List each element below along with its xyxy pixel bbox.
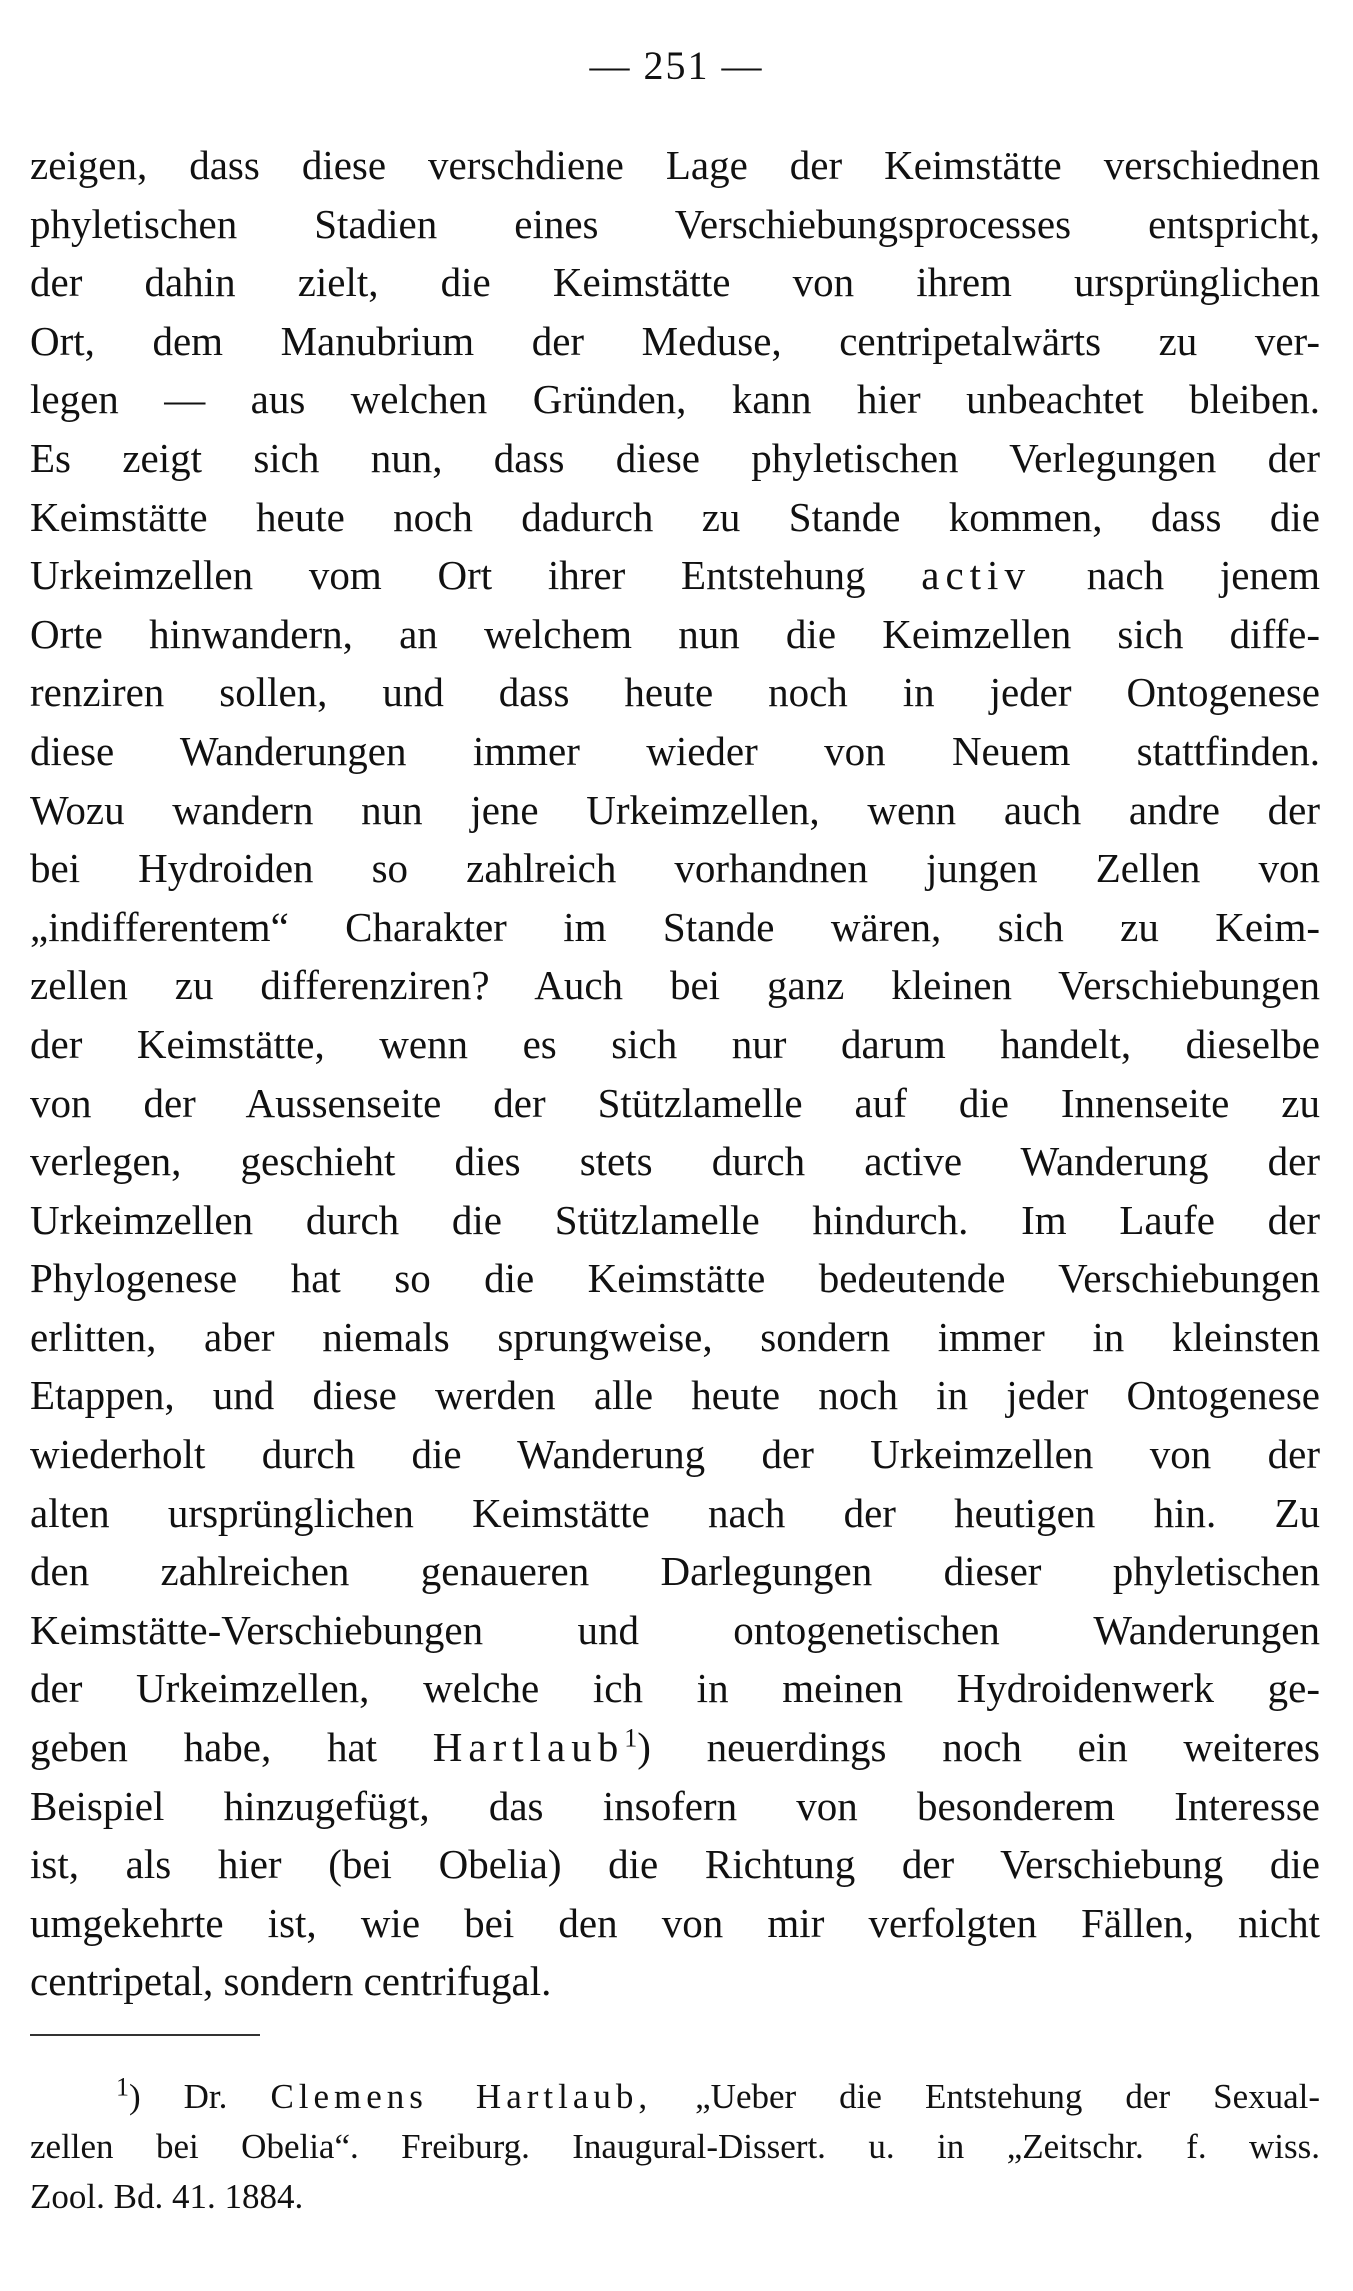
text-segment: ) neuerdings noch ein weiteres xyxy=(637,1724,1321,1771)
text-line: Beispiel hinzugefügt, das insofern von besonderem Interesse xyxy=(30,1782,1320,1829)
text-line: centripetal, sondern centrifugal. xyxy=(30,1958,552,2005)
text-line: umgekehrte ist, wie bei den von mir verfolgten Fällen, nicht xyxy=(30,1899,1320,1946)
text-segment: Urkeimzellen vom Ort ihrer Entstehung xyxy=(30,552,866,599)
page-number: — 251 — xyxy=(589,43,764,88)
text-line: zeigen, dass diese verschdiene Lage der Keimstätte verschiednen xyxy=(30,142,1320,188)
text-line: Keimstätte heute noch dadurch zu Stande kommen, dass die xyxy=(30,493,1320,540)
emphasized-word: activ xyxy=(921,552,1031,599)
text-line: Etappen, und diese werden alle heute noch in jeder Ontogenese xyxy=(30,1372,1320,1419)
text-line: der Urkeimzellen, welche ich in meinen Hydroidenwerk ge- xyxy=(30,1665,1320,1712)
text-line: legen — aus welchen Gründen, kann hier unbeachtet bleiben. xyxy=(30,376,1320,423)
text-line: Phylogenese hat so die Keimstätte bedeutende Verschiebungen xyxy=(30,1255,1320,1302)
footnote-segment: ) Dr. xyxy=(129,2077,228,2116)
text-segment: nach jenem xyxy=(1086,552,1321,599)
text-line: „indifferentem“ Charakter im Stande wären, sich zu Keim- xyxy=(30,903,1320,950)
text-line: den zahlreichen genaueren Darlegungen dieser phyletischen xyxy=(30,1548,1320,1595)
footnote-line: Zool. Bd. 41. 1884. xyxy=(30,2177,304,2216)
text-line: diese Wanderungen immer wieder von Neuem stattfinden. xyxy=(30,727,1320,774)
text-line: Keimstätte-Verschiebungen und ontogenetischen Wanderungen xyxy=(30,1606,1320,1653)
text-line: ist, als hier (bei Obelia) die Richtung der Verschiebung die xyxy=(30,1841,1320,1888)
footnote-author: Clemens Hartlaub, xyxy=(270,2077,653,2116)
text-line: der Keimstätte, wenn es sich nur darum handelt, dieselbe xyxy=(30,1020,1320,1067)
text-line: zellen zu differenziren? Auch bei ganz kleinen Verschiebungen xyxy=(30,962,1320,1009)
footnote-marker: 1 xyxy=(116,2072,129,2102)
footnote-line: zellen bei Obelia“. Freiburg. Inaugural-Dissert. u. in „Zeitschr. f. wiss. xyxy=(30,2127,1320,2166)
text-line: alten ursprünglichen Keimstätte nach der heutigen hin. Zu xyxy=(30,1489,1320,1536)
text-line: Orte hinwandern, an welchem nun die Keimzellen sich diffe- xyxy=(30,610,1320,657)
text-line xyxy=(30,1718,1320,1777)
footnote xyxy=(30,2072,1320,2222)
text-line: phyletischen Stadien eines Verschiebungsprocesses entspricht, xyxy=(30,200,1320,247)
text-line: der dahin zielt, die Keimstätte von ihrem ursprünglichen xyxy=(30,259,1320,306)
footnote-line xyxy=(30,2072,1320,2122)
text-line xyxy=(30,546,1320,605)
text-line: bei Hydroiden so zahlreich vorhandnen jungen Zellen von xyxy=(30,845,1320,892)
footnote-reference[interactable]: 1 xyxy=(624,1723,638,1753)
text-line: Es zeigt sich nun, dass diese phyletischen Verlegungen der xyxy=(30,434,1320,481)
text-line: Urkeimzellen durch die Stützlamelle hindurch. Im Laufe der xyxy=(30,1196,1320,1243)
text-segment: geben habe, hat xyxy=(30,1724,378,1771)
author-name: Hartlaub xyxy=(432,1724,625,1771)
text-line: renziren sollen, und dass heute noch in jeder Ontogenese xyxy=(30,669,1320,716)
body-text xyxy=(30,136,1320,2011)
text-line: verlegen, geschieht dies stets durch active Wanderung der xyxy=(30,1138,1320,1185)
text-line: Wozu wandern nun jene Urkeimzellen, wenn auch andre der xyxy=(30,786,1320,833)
text-line: Ort, dem Manubrium der Meduse, centripetalwärts zu ver- xyxy=(30,317,1320,364)
text-line: wiederholt durch die Wanderung der Urkeimzellen von der xyxy=(30,1431,1320,1478)
footnote-divider xyxy=(30,2034,260,2036)
text-line: erlitten, aber niemals sprungweise, sondern immer in kleinsten xyxy=(30,1313,1320,1360)
footnote-segment: „Ueber die Entstehung der Sexual- xyxy=(695,2077,1321,2116)
text-line: von der Aussenseite der Stützlamelle auf die Innenseite zu xyxy=(30,1079,1320,1126)
